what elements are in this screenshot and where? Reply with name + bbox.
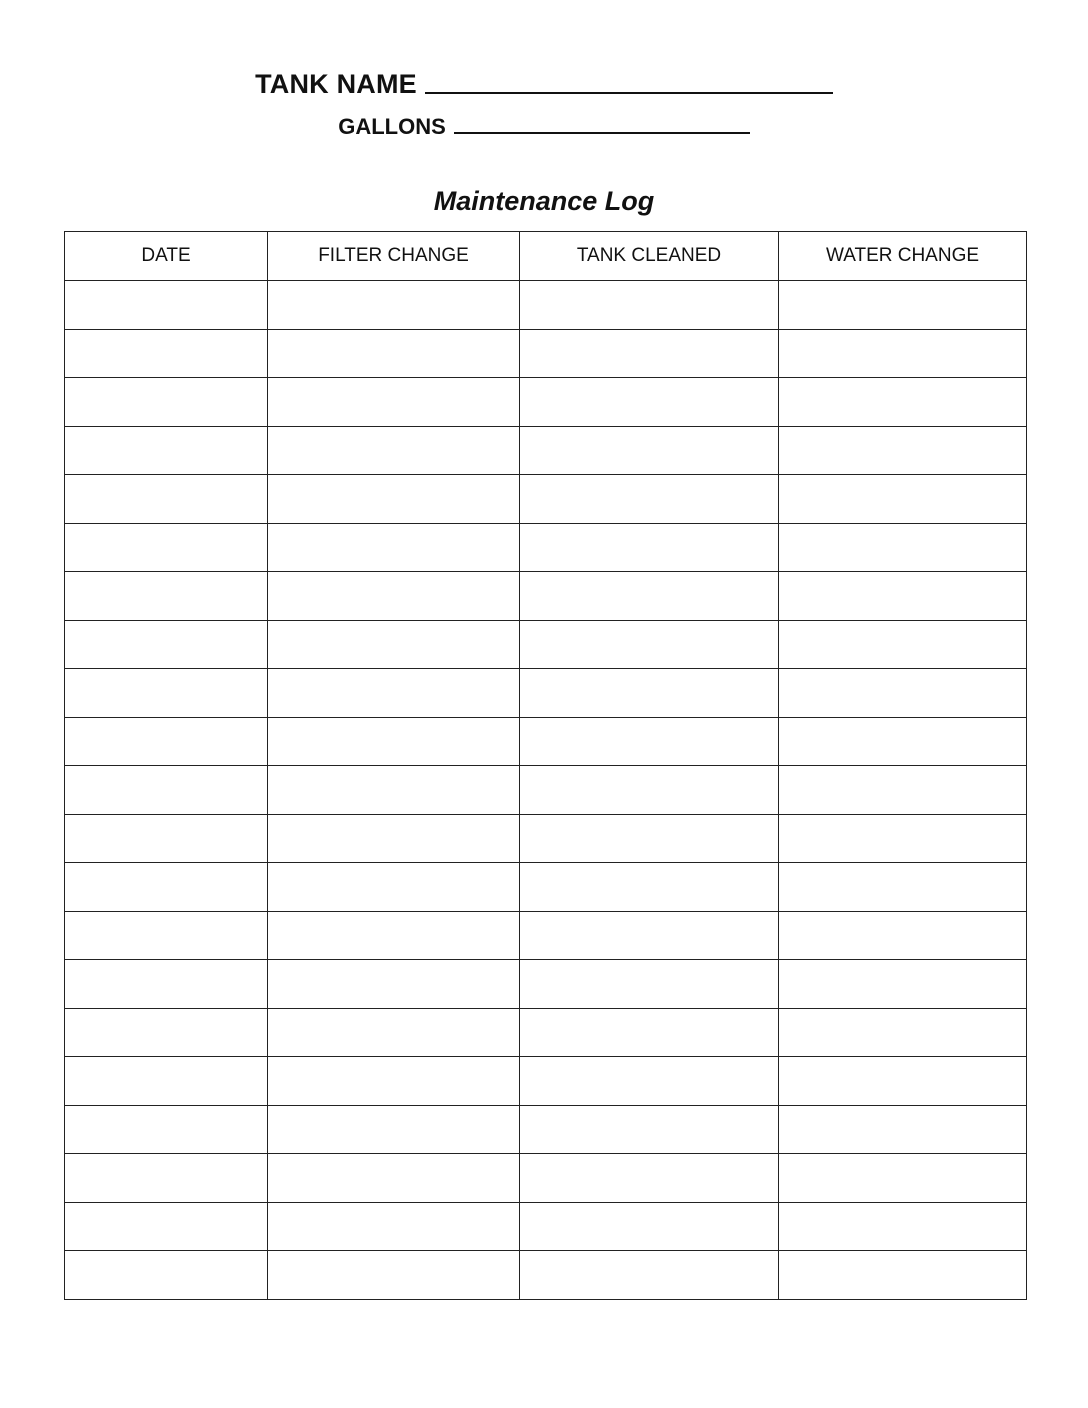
table-row	[65, 329, 1027, 378]
table-row	[65, 572, 1027, 621]
water-change-cell[interactable]	[779, 1251, 1027, 1300]
filter-change-cell[interactable]	[268, 1057, 520, 1106]
filter-change-cell[interactable]	[268, 475, 520, 524]
filter-change-cell[interactable]	[268, 717, 520, 766]
table-row	[65, 1202, 1027, 1251]
water-change-cell[interactable]	[779, 281, 1027, 330]
tank-cleaned-cell[interactable]	[520, 281, 779, 330]
filter-change-cell[interactable]	[268, 863, 520, 912]
tank-cleaned-cell[interactable]	[520, 1105, 779, 1154]
date-cell[interactable]	[65, 911, 268, 960]
date-cell[interactable]	[65, 814, 268, 863]
water-change-cell[interactable]	[779, 329, 1027, 378]
water-change-cell[interactable]	[779, 475, 1027, 524]
filter-change-cell[interactable]	[268, 426, 520, 475]
tank-cleaned-cell[interactable]	[520, 1154, 779, 1203]
water-change-cell[interactable]	[779, 814, 1027, 863]
table-row	[65, 1154, 1027, 1203]
filter-change-cell[interactable]	[268, 378, 520, 427]
column-header-date: DATE	[65, 232, 268, 281]
table-row	[65, 1105, 1027, 1154]
tank-cleaned-cell[interactable]	[520, 863, 779, 912]
filter-change-cell[interactable]	[268, 1251, 520, 1300]
tank-cleaned-cell[interactable]	[520, 911, 779, 960]
water-change-cell[interactable]	[779, 766, 1027, 815]
water-change-cell[interactable]	[779, 378, 1027, 427]
gallons-label: GALLONS	[338, 114, 446, 139]
table-row	[65, 717, 1027, 766]
table-row	[65, 814, 1027, 863]
date-cell[interactable]	[65, 766, 268, 815]
tank-cleaned-cell[interactable]	[520, 523, 779, 572]
filter-change-cell[interactable]	[268, 572, 520, 621]
tank-cleaned-cell[interactable]	[520, 620, 779, 669]
date-cell[interactable]	[65, 378, 268, 427]
filter-change-cell[interactable]	[268, 814, 520, 863]
water-change-cell[interactable]	[779, 911, 1027, 960]
table-row	[65, 960, 1027, 1009]
date-cell[interactable]	[65, 329, 268, 378]
water-change-cell[interactable]	[779, 717, 1027, 766]
tank-cleaned-cell[interactable]	[520, 814, 779, 863]
tank-cleaned-cell[interactable]	[520, 960, 779, 1009]
table-header-row	[65, 232, 1027, 281]
log-title: Maintenance Log	[433, 186, 655, 216]
water-change-cell[interactable]	[779, 1008, 1027, 1057]
tank-name-field	[0, 66, 1088, 100]
filter-change-cell[interactable]	[268, 766, 520, 815]
water-change-cell[interactable]	[779, 523, 1027, 572]
water-change-cell[interactable]	[779, 669, 1027, 718]
gallons-blank-line[interactable]	[454, 132, 750, 134]
water-change-cell[interactable]	[779, 1154, 1027, 1203]
date-cell[interactable]	[65, 669, 268, 718]
date-cell[interactable]	[65, 863, 268, 912]
tank-cleaned-cell[interactable]	[520, 669, 779, 718]
water-change-cell[interactable]	[779, 863, 1027, 912]
filter-change-cell[interactable]	[268, 1008, 520, 1057]
table-row	[65, 1008, 1027, 1057]
date-cell[interactable]	[65, 426, 268, 475]
tank-cleaned-cell[interactable]	[520, 426, 779, 475]
gallons-field	[0, 110, 1088, 140]
table-row	[65, 1057, 1027, 1106]
filter-change-cell[interactable]	[268, 911, 520, 960]
table-row	[65, 475, 1027, 524]
filter-change-cell[interactable]	[268, 620, 520, 669]
date-cell[interactable]	[65, 1008, 268, 1057]
date-cell[interactable]	[65, 1202, 268, 1251]
date-cell[interactable]	[65, 1251, 268, 1300]
table-row	[65, 1251, 1027, 1300]
tank-cleaned-cell[interactable]	[520, 1008, 779, 1057]
table-row	[65, 669, 1027, 718]
date-cell[interactable]	[65, 717, 268, 766]
water-change-cell[interactable]	[779, 1057, 1027, 1106]
filter-change-cell[interactable]	[268, 669, 520, 718]
date-cell[interactable]	[65, 475, 268, 524]
tank-name-blank-line[interactable]	[425, 92, 833, 94]
tank-cleaned-cell[interactable]	[520, 378, 779, 427]
tank-cleaned-cell[interactable]	[520, 475, 779, 524]
column-header-tank-cleaned: TANK CLEANED	[520, 232, 779, 281]
date-cell[interactable]	[65, 1154, 268, 1203]
table-row	[65, 620, 1027, 669]
date-cell[interactable]	[65, 1105, 268, 1154]
date-cell[interactable]	[65, 281, 268, 330]
log-body	[65, 281, 1027, 1300]
tank-cleaned-cell[interactable]	[520, 329, 779, 378]
table-row	[65, 911, 1027, 960]
date-cell[interactable]	[65, 960, 268, 1009]
maintenance-log-table	[64, 231, 1027, 1300]
column-header-water-change: WATER CHANGE	[779, 232, 1027, 281]
tank-cleaned-cell[interactable]	[520, 1202, 779, 1251]
date-cell[interactable]	[65, 523, 268, 572]
tank-cleaned-cell[interactable]	[520, 572, 779, 621]
water-change-cell[interactable]	[779, 426, 1027, 475]
date-cell[interactable]	[65, 1057, 268, 1106]
tank-name-label: TANK NAME	[255, 69, 417, 99]
date-cell[interactable]	[65, 572, 268, 621]
date-cell[interactable]	[65, 620, 268, 669]
table-row	[65, 766, 1027, 815]
table-row	[65, 378, 1027, 427]
filter-change-cell[interactable]	[268, 329, 520, 378]
water-change-cell[interactable]	[779, 572, 1027, 621]
column-header-filter-change: FILTER CHANGE	[268, 232, 520, 281]
filter-change-cell[interactable]	[268, 523, 520, 572]
filter-change-cell[interactable]	[268, 281, 520, 330]
table-row	[65, 523, 1027, 572]
filter-change-cell[interactable]	[268, 1105, 520, 1154]
filter-change-cell[interactable]	[268, 960, 520, 1009]
filter-change-cell[interactable]	[268, 1202, 520, 1251]
table-row	[65, 863, 1027, 912]
water-change-cell[interactable]	[779, 620, 1027, 669]
water-change-cell[interactable]	[779, 1105, 1027, 1154]
tank-cleaned-cell[interactable]	[520, 717, 779, 766]
tank-cleaned-cell[interactable]	[520, 1057, 779, 1106]
water-change-cell[interactable]	[779, 1202, 1027, 1251]
tank-cleaned-cell[interactable]	[520, 1251, 779, 1300]
water-change-cell[interactable]	[779, 960, 1027, 1009]
table-row	[65, 426, 1027, 475]
tank-cleaned-cell[interactable]	[520, 766, 779, 815]
table-row	[65, 281, 1027, 330]
filter-change-cell[interactable]	[268, 1154, 520, 1203]
